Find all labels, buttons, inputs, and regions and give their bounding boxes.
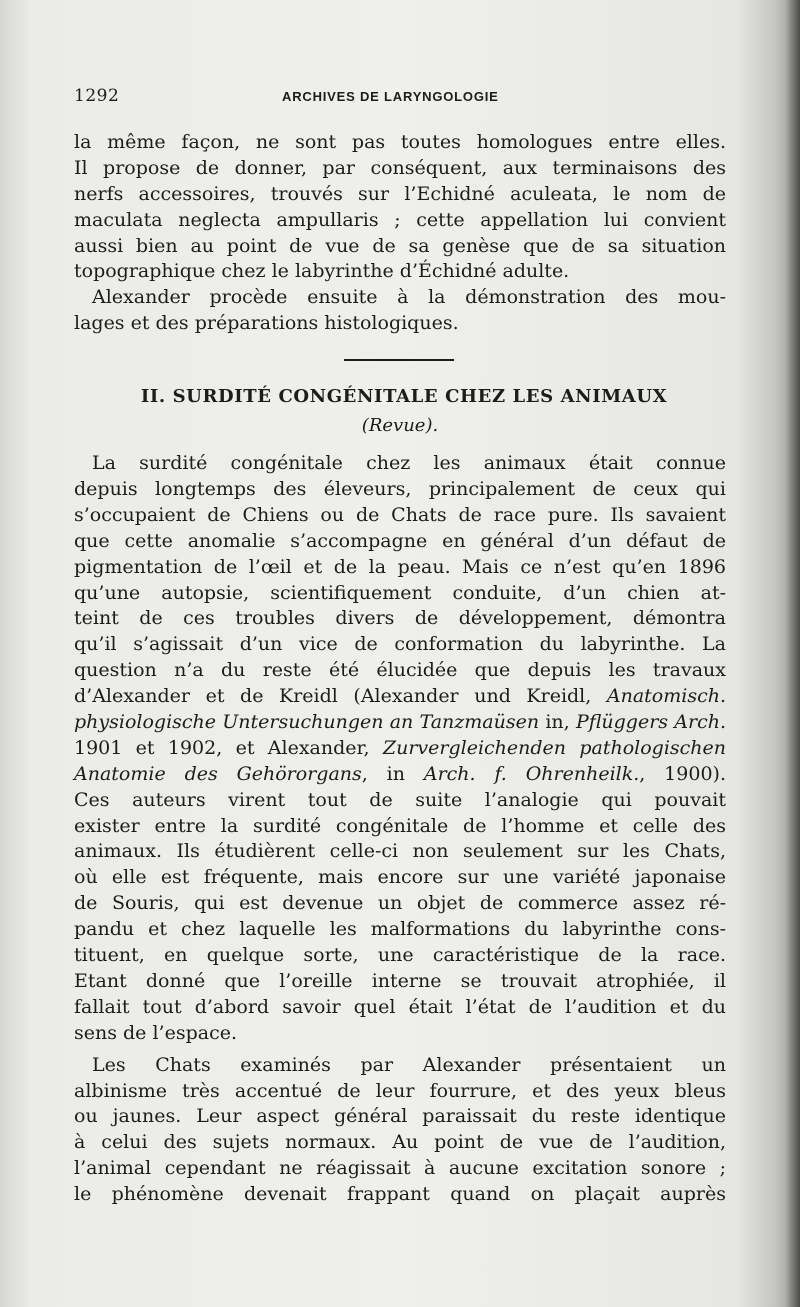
- text-line: Etant donné que l’oreille interne se trouvait atrophiée, il: [74, 969, 726, 992]
- text-run: 1901 et 1902, et Alexander,: [74, 736, 383, 759]
- text-line: l’animal cependant ne réagissait à aucune excitation sonore ;: [74, 1157, 726, 1180]
- running-title: ARCHIVES DE LARYNGOLOGIE: [282, 89, 499, 104]
- text-line: de Souris, qui est devenue un objet de commerce assez ré-: [74, 892, 726, 915]
- text-line: s’occupaient de Chiens ou de Chats de race pure. Ils savaient: [74, 503, 726, 526]
- text-line: le phénomène devenait frappant quand on plaçait auprès: [74, 1183, 726, 1206]
- text-line: albinisme très accentué de leur fourrure, et des yeux bleus: [74, 1079, 726, 1102]
- page-number: 1292: [74, 86, 120, 106]
- italic-title: Anatomisch.: [606, 685, 726, 708]
- text-line: où elle est fréquente, mais encore sur une variété japonaise: [74, 866, 726, 889]
- text-line: que cette anomalie s’accompagne en général d’un défaut de: [74, 529, 726, 552]
- text-line: pandu et chez laquelle les malformations du labyrinthe cons-: [74, 918, 726, 941]
- text-line: exister entre la surdité congénitale de l’homme et celle des: [74, 814, 726, 837]
- text-line: animaux. Ils étudièrent celle-ci non seulement sur les Chats,: [74, 840, 726, 863]
- text-run: , in: [361, 762, 424, 785]
- text-run: , 1900).: [639, 762, 726, 785]
- text-line: question n’a du reste été élucidée que depuis les travaux: [74, 659, 726, 682]
- section-divider: [74, 337, 726, 383]
- divider-rule: [344, 359, 454, 361]
- paragraph-2: [74, 285, 726, 337]
- text-line: pigmentation de l’œil et de la peau. Mais ce n’est qu’en 1896: [74, 555, 726, 578]
- text-line: [74, 710, 726, 736]
- text-line: tituent, en quelque sorte, une caractéristique de la race.: [74, 944, 726, 967]
- text-line: [74, 762, 726, 788]
- italic-title: Anatomie des Gehörorgans: [74, 762, 362, 785]
- text-line: Les Chats examinés par Alexander présentaient un: [92, 1053, 726, 1076]
- text-line: teint de ces troubles divers de développement, démontra: [74, 607, 726, 630]
- page-body: [74, 130, 726, 1208]
- text-line: nerfs accessoires, trouvés sur l’Echidné aculeata, le nom de: [74, 182, 726, 205]
- text-line: [74, 684, 726, 710]
- text-line: qu’une autopsie, scientifiquement conduite, d’un chien at-: [74, 581, 726, 604]
- text-line: sens de l’espace.: [74, 1021, 237, 1044]
- paragraph-1: [74, 130, 726, 285]
- text-run: d’Alexander et de Kreidl (Alexander und Kreidl,: [74, 685, 607, 708]
- text-line: Il propose de donner, par conséquent, aux terminaisons des: [74, 156, 726, 179]
- paragraph-3: [74, 451, 726, 1046]
- text-line: lages et des préparations histologiques.: [74, 312, 459, 335]
- text-line: à celui des sujets normaux. Au point de vue de l’audition,: [74, 1131, 726, 1154]
- italic-journal: Arch. f. Ohrenheilk.: [423, 762, 640, 785]
- section-subtitle: (Revue).: [361, 415, 439, 437]
- text-line: [74, 736, 726, 762]
- text-line: ou jaunes. Leur aspect général paraissait du reste identique: [74, 1105, 726, 1128]
- text-run: in,: [539, 711, 576, 734]
- page-edge-shadow: [786, 0, 800, 1307]
- text-line: topographique chez le labyrinthe d’Échidné adulte.: [74, 260, 570, 283]
- text-line: Alexander procède ensuite à la démonstration des mou-: [92, 286, 726, 309]
- italic-title: Zurvergleichenden pathologischen: [382, 736, 727, 759]
- text-line: la même façon, ne sont pas toutes homologues entre elles.: [74, 131, 726, 153]
- text-line: fallait tout d’abord savoir quel était l’état de l’audition et du: [74, 995, 726, 1018]
- italic-title: physiologische Untersuchungen an Tanzmaüsen: [74, 711, 540, 734]
- section-title: II. SURDITÉ CONGÉNITALE CHEZ LES ANIMAUX: [140, 386, 668, 408]
- text-line: Ces auteurs virent tout de suite l’analogie qui pouvait: [74, 788, 726, 811]
- paragraph-4: [74, 1053, 726, 1208]
- text-line: qu’il s’agissait d’un vice de conformation du labyrinthe. La: [74, 633, 726, 656]
- page-header: [74, 86, 726, 112]
- text-line: aussi bien au point de vue de sa genèse que de sa situation: [74, 234, 726, 257]
- text-line: La surdité congénitale chez les animaux était connue: [92, 452, 726, 475]
- italic-journal: Pflüggers Arch.: [575, 711, 726, 734]
- text-line: maculata neglecta ampullaris ; cette appellation lui convient: [74, 208, 726, 231]
- text-line: depuis longtemps des éleveurs, principalement de ceux qui: [74, 478, 726, 501]
